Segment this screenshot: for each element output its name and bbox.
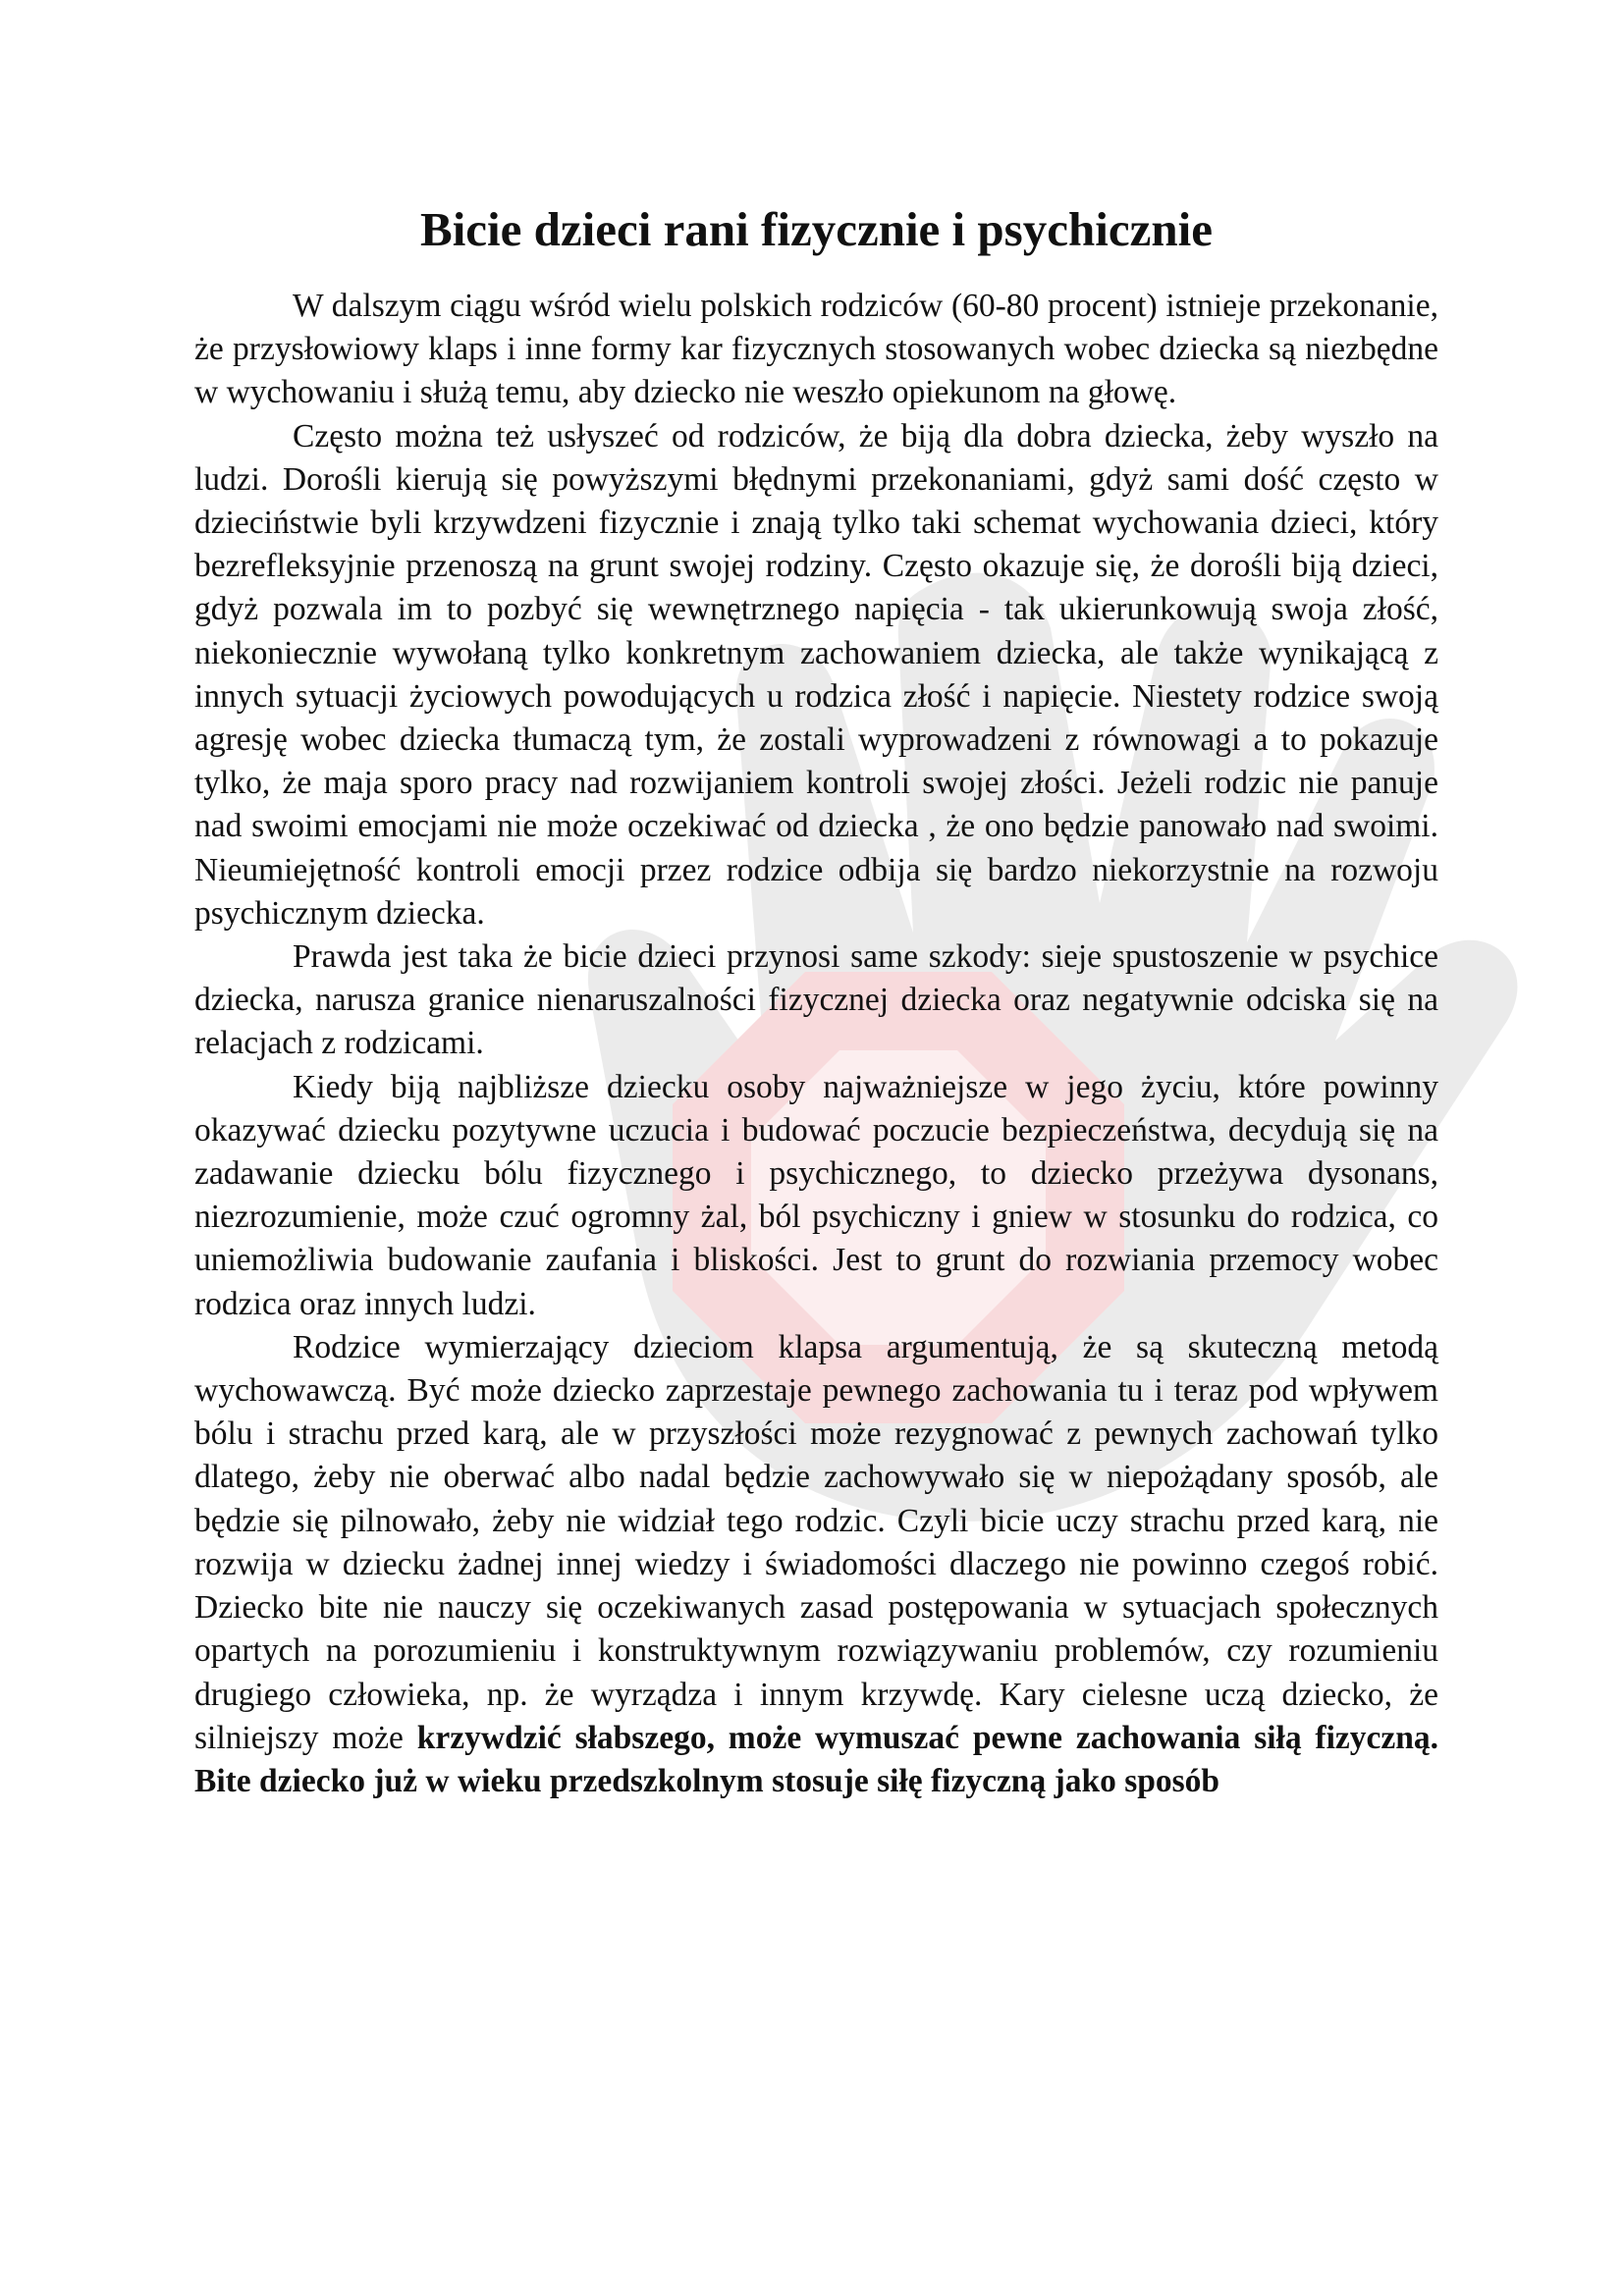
paragraph-3: Prawda jest taka że bicie dzieci przynosi same szkody: sieje spustoszenie w psychice dziecka, narusza granice nienaruszalności fizycznej dziecka oraz negatywnie odciska się na relacjach z rodzicami. [194,938,1438,1062]
page-title: Bicie dzieci rani fizycznie i psychicznie [420,202,1213,256]
paragraph-2: Często można też usłyszeć od rodziców, że biją dla dobra dziecka, żeby wyszło na ludzi. Dorośli kierują się powyższymi błędnymi przekonaniami, gdyż sami dość często w dzieciństwie byli krzywdzeni fizycznie i znają tylko taki schemat wychowania dzieci, który bezrefleksyjnie przenoszą na grunt swojej rodziny. Często okazuje się, że dorośli biją dzieci, gdyż pozwala im to pozbyć się wewnętrznego napięcia - tak ukierunkowują swoja złość, niekoniecznie wywołaną tylko konkretnym zachowaniem dziecka, ale także wynikającą z innych sytuacji życiowych powodujących u rodzica złość i napięcie. Niestety rodzice swoją agresję wobec dziecka tłumaczą tym, że zostali wyprowadzeni z równowagi a to pokazuje tylko, że maja sporo pracy nad rozwijaniem kontroli swojej złości. Jeżeli rodzic nie panuje nad swoimi emocjami nie może oczekiwać od dziecka , że ono będzie panowało nad swoimi. Nieumiejętność kontroli emocji przez rodzice odbija się bardzo niekorzystnie na rozwoju psychicznym dziecka. [194,417,1438,932]
paragraph-5-bold-tail: krzywdzić słabszego, może wymuszać pewne zachowania siłą fizyczną. Bite dziecko już w wieku przedszkolnym stosuje siłę fizyczną jako sposób [194,1719,1439,1799]
article [194,196,1438,1803]
paragraph-5 [194,1326,1438,1803]
paragraph-4: Kiedy biją najbliższe dziecku osoby najważniejsze w jego życiu, które powinny okazywać dziecku pozytywne uczucia i budować poczucie bezpieczeństwa, decydują się na zadawanie dziecku bólu fizycznego i psychicznego, to dziecko przeżywa dysonans, niezrozumienie, może czuć ogromny żal, ból psychiczny i gniew w stosunku do rodzica, co uniemożliwia budowanie zaufania i bliskości. Jest to grunt do rozwiania przemocy wobec rodzica oraz innych ludzi. [194,1068,1438,1322]
paragraph-5-text: Rodzice wymierzający dzieciom klapsa argumentują, że są skuteczną metodą wychowawczą. Być może dziecko zaprzestaje pewnego zachowania tu i teraz pod wpływem bólu i strachu przed karą, ale w przyszłości może rezygnować z pewnych zachowań tylko dlatego, żeby nie oberwać albo nadal będzie zachowywało się w niepożądany sposób, ale będzie się pilnowało, żeby nie widział tego rodzic. Czyli bicie uczy strachu przed karą, nie rozwija w dziecku żadnej innej wiedzy i świadomości dlaczego nie powinno czegoś robić. Dziecko bite nie nauczy się oczekiwanych zasad postępowania w sytuacjach społecznych opartych na porozumieniu i konstruktywnym rozwiązywaniu problemów, czy rozumieniu drugiego człowieka, np. że wyrządza i innym krzywdę. Kary cielesne uczą dziecko, że silniejszy może [194,1328,1438,1756]
paragraph-1: W dalszym ciągu wśród wielu polskich rodziców (60-80 procent) istnieje przekonanie, że przysłowiowy klaps i inne formy kar fizycznych stosowanych wobec dziecka są niezbędne w wychowaniu i służą temu, aby dziecko nie weszło opiekunom na głowę. [194,288,1438,411]
